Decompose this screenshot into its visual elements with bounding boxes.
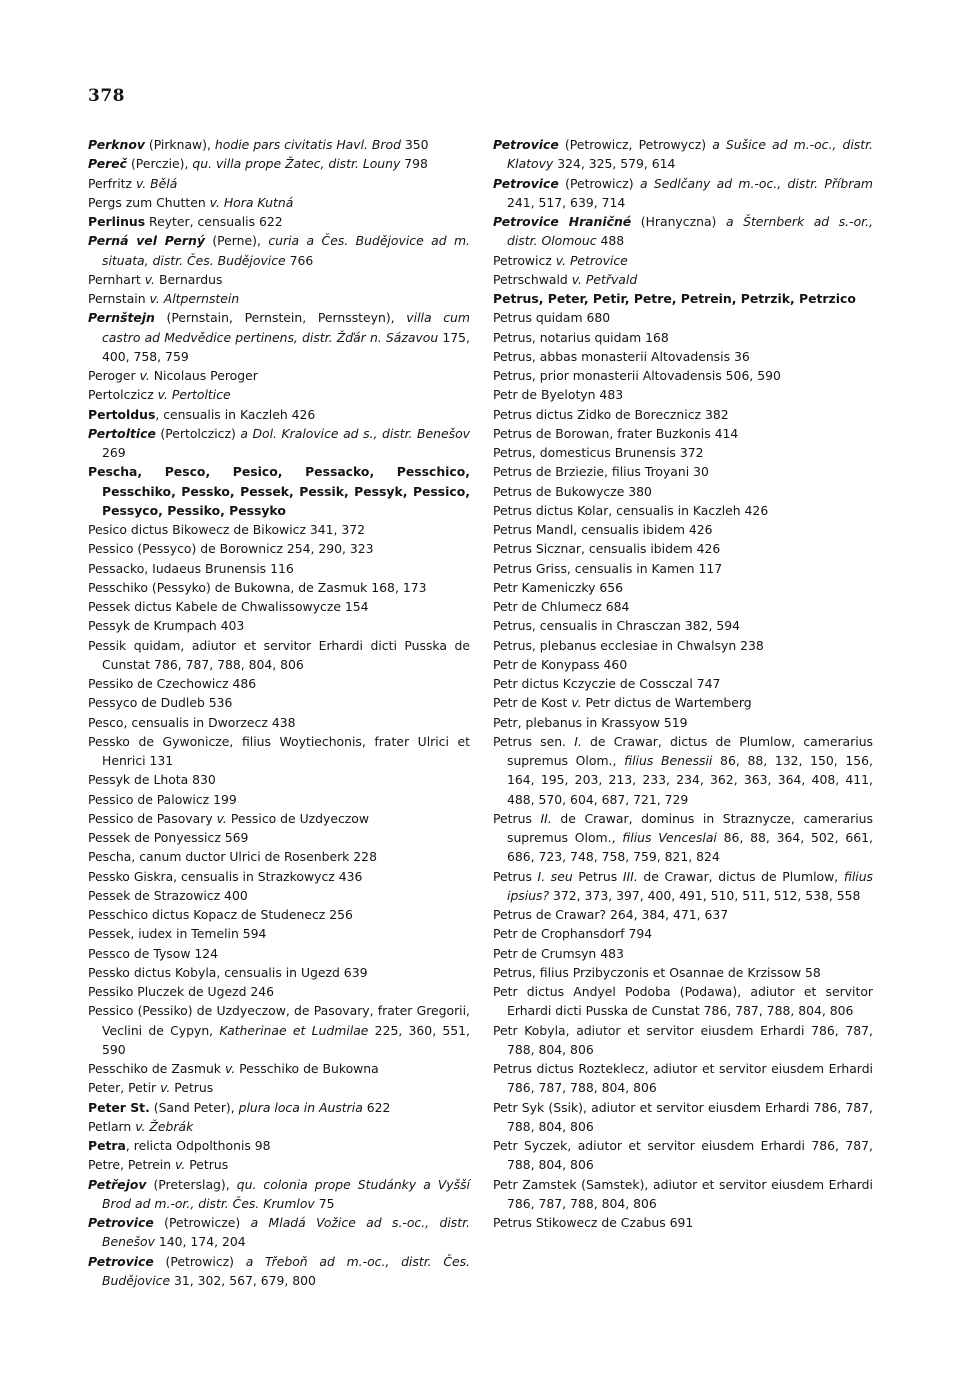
index-entry-text: Pessyk de Krumpach 403 <box>88 618 245 634</box>
index-entry-text: a Sedlčany ad m.-oc., distr. Příbram <box>639 175 874 191</box>
index-entry-text: 372, 373, 397, 400, 491, 510, 511, 512, 538, 558 <box>549 887 861 903</box>
index-entry-text: Petr de Chlumecz 684 <box>493 599 630 614</box>
index-entry <box>88 770 470 789</box>
index-entry <box>88 231 470 270</box>
index-entry-text: Petrus, filius Przibyczonis et Osannae de Krzissow 58 <box>493 964 821 980</box>
index-entry-text: Pessco de Tysow 124 <box>88 945 219 961</box>
index-entry-text: Petrus Griss, censualis in Kamen 117 <box>493 560 723 576</box>
index-entry <box>493 867 873 906</box>
index-entry <box>88 308 470 366</box>
index-entry <box>88 1175 470 1214</box>
index-entry-text: Petr dictus de Wartemberg <box>581 695 752 711</box>
index-entry <box>88 578 470 597</box>
index-entry-text: Pessico de Pasovary <box>88 810 217 826</box>
index-entry-text: Petrus de Borowan, frater Buzkonis 414 <box>493 425 739 441</box>
index-entry <box>88 1001 470 1059</box>
index-entry-text: Petrovice Hraničné <box>493 214 632 229</box>
index-entry <box>493 636 873 655</box>
index-entry-text: 269 <box>102 445 126 460</box>
index-entry <box>493 559 873 578</box>
index-entry-text: Pessek de Strazowicz 400 <box>88 887 248 903</box>
index-entry-text: Peroger <box>88 368 140 383</box>
index-entry-text: Peter, Petir <box>88 1080 161 1096</box>
index-entry-text: Petr de Kost <box>493 695 572 711</box>
index-entry <box>493 963 873 982</box>
index-entry <box>493 1059 873 1098</box>
index-entry-text: a Třeboň ad m.-oc., distr. Čes. Budějovice <box>102 1253 470 1288</box>
index-entry-text: Petr de Crumsyn 483 <box>493 945 624 961</box>
index-entry-text: 31, 302, 567, 679, 800 <box>170 1272 316 1288</box>
index-entry <box>493 308 873 327</box>
index-entry-text: (Hranyczna) <box>631 214 726 229</box>
index-entry <box>88 636 470 675</box>
index-entry-text: Petrus, abbas monasterii Altovadensis 36 <box>493 348 750 364</box>
index-entry-text: Pergs zum Chutten <box>88 194 210 210</box>
index-entry <box>88 462 470 520</box>
index-entry-text: a Dol. Kralovice ad s., distr. Benešov <box>240 425 470 441</box>
index-entry-text: 86, 88, 364, 502, 661, 686, 723, 748, 758, 759, 821, 824 <box>507 830 873 865</box>
index-entry-text: (Petrowicz) <box>153 1253 246 1269</box>
index-entry-text: Petrus dictus Rozteklecz, adiutor et servitor eiusdem Erhardi 786, 787, 788, 804, 806 <box>493 1061 873 1096</box>
index-entry <box>493 732 873 809</box>
index-entry-text: Petr Syk (Ssik), adiutor et servitor eiusdem Erhardi 786, 787, 788, 804, 806 <box>493 1099 873 1134</box>
index-entry <box>88 366 470 385</box>
index-entry <box>88 154 470 173</box>
index-entry-text: Pessiko de Czechowicz 486 <box>88 676 257 691</box>
index-entry-text: curia a Čes. Budějovice ad m. situata, distr. Čes. Budějovice <box>102 233 470 268</box>
index-entry <box>88 963 470 982</box>
index-entry <box>493 693 873 712</box>
index-entry-text: Petrschwald <box>493 271 572 287</box>
index-entry-text: Petrus sen. <box>493 733 575 749</box>
index-entry-text: Petr dictus Andyel Podoba (Podawa), adiutor et servitor Erhardi dicti Pusska de Cunstat 786, 787, 788, 804, 806 <box>493 984 873 1019</box>
index-entry-text: Petr de Crophansdorf 794 <box>493 926 653 942</box>
index-entry-text: qu. villa prope Žatec, distr. Louny <box>192 156 401 172</box>
index-entry <box>493 328 873 347</box>
index-entry <box>493 809 873 867</box>
index-entry-text: Perfritz <box>88 175 136 191</box>
index-entry-text: I. seu <box>537 868 573 884</box>
index-entry-text: de Crawar, dominus in Straznycze, camerarius supremus Olom., <box>507 810 873 845</box>
index-entry <box>88 616 470 635</box>
index-entry-text: Petrus Mandl, censualis ibidem 426 <box>493 522 713 537</box>
index-entry-text: (Petrowicz, Petrowycz) <box>558 137 713 152</box>
index-entry <box>88 693 470 712</box>
index-entry-text: Pessko de Gywonicze, filius Woytiechonis, frater Ulrici et Henrici 131 <box>88 733 470 768</box>
index-entry <box>88 828 470 847</box>
index-entry-text: 86, 88, 132, 150, 156, 164, 195, 203, 213, 233, 234, 362, 363, 364, 408, 411, 488, 570, 604, 687, 721, 729 <box>507 753 873 807</box>
index-entry <box>88 193 470 212</box>
index-entry-text: Petrus Sicznar, censualis ibidem 426 <box>493 541 721 557</box>
index-entry <box>88 886 470 905</box>
index-entry <box>88 674 470 693</box>
index-entry-text: v. <box>144 271 155 287</box>
index-entry-text: v. Žebrák <box>135 1118 194 1134</box>
index-entry-text: 324, 325, 579, 614 <box>553 156 676 172</box>
index-entry-text: Pessik quidam, adiutor et servitor Erhardi dicti Pusska de Cunstat 786, 787, 788, 804, 806 <box>88 637 470 672</box>
index-entry <box>88 905 470 924</box>
index-entry-text: Pessacko, Iudaeus Brunensis 116 <box>88 560 294 576</box>
index-entry <box>88 212 470 231</box>
index-entry-text: filius Venceslai <box>622 830 717 845</box>
index-entry-text: v. <box>160 1080 171 1096</box>
index-entry-text: II. <box>540 810 552 826</box>
index-entry <box>493 597 873 616</box>
index-entry-text: 225, 360, 551, 590 <box>102 1022 470 1057</box>
page-number: 378 <box>88 86 125 106</box>
index-entry-text: Pesschiko de Zasmuk <box>88 1061 225 1076</box>
index-entry <box>88 270 470 289</box>
index-entry <box>88 944 470 963</box>
index-entry-text: Petr dictus Kczyczie de Cossczal 747 <box>493 676 721 691</box>
index-entry <box>493 1021 873 1060</box>
index-entry-text: Petrus, domesticus Brunensis 372 <box>493 445 704 460</box>
index-entry-text: Petrovice <box>88 1253 154 1269</box>
index-entry-text: Pesschiko (Pessyko) de Bukowna, de Zasmuk 168, 173 <box>88 579 427 595</box>
index-entry-text: 798 <box>400 156 428 172</box>
index-entry <box>88 847 470 866</box>
index-entry-text: 488 <box>596 233 625 249</box>
index-entry-text: (Petrowicz) <box>558 175 640 191</box>
index-entry-text: Petr de Konypass 460 <box>493 656 628 672</box>
index-entry-text: Pessko Giskra, censualis in Strazkowycz 436 <box>88 868 363 884</box>
index-entry <box>493 905 873 924</box>
index-entry <box>88 289 470 308</box>
index-entry-text: (Pirknaw), <box>144 137 215 152</box>
index-column-left <box>88 135 470 1290</box>
index-entry <box>493 347 873 366</box>
index-entry <box>493 424 873 443</box>
index-entry-text: a Šternberk ad s.-or., distr. Olomouc <box>507 214 873 249</box>
index-entry-text: (Perne), <box>204 233 269 249</box>
index-entry-text: v. Altpernstein <box>149 291 240 306</box>
index-entry-text: v. Pertoltice <box>157 387 231 403</box>
index-entry <box>88 559 470 578</box>
index-entry-text: Pertolczicz <box>88 387 158 403</box>
index-entry-text: Pesco, censualis in Dworzecz 438 <box>88 714 296 730</box>
index-entry <box>493 270 873 289</box>
index-entry-text: v. <box>216 810 227 826</box>
index-entry-text: (Perczie), <box>127 156 193 172</box>
index-entry-text: Petrovice <box>493 175 559 191</box>
index-entry-text: Perknov <box>88 137 145 152</box>
index-entry-text: (Petrowicze) <box>153 1215 251 1230</box>
index-entry-text: v. <box>571 695 582 711</box>
index-entry-text: Pessico (Pessiko) de Uzdyeczow, de Pasovary, frater Gregorii, Veclini de Cypyn, <box>88 1003 470 1038</box>
index-entry-text: Pessyk de Lhota 830 <box>88 772 216 788</box>
index-entry-text: III. <box>622 868 638 884</box>
index-entry-text: Peter St. <box>88 1099 150 1115</box>
index-entry-text: Petrus dictus Kolar, censualis in Kaczleh 426 <box>493 502 769 518</box>
index-entry <box>493 713 873 732</box>
index-entry-text: (Pertolczicz) <box>155 425 241 441</box>
index-entry-text: a Sušice ad m.-oc., distr. Klatovy <box>507 137 873 172</box>
index-entry-text: Petrus <box>493 810 541 826</box>
index-entry-text: (Preterslag), <box>146 1176 237 1192</box>
index-column-right <box>493 135 873 1232</box>
index-entry-text: Petr Kobyla, adiutor et servitor eiusdem Erhardi 786, 787, 788, 804, 806 <box>493 1022 873 1057</box>
index-entry-text: Pessiko Pluczek de Ugezd 246 <box>88 984 275 999</box>
index-entry-text: Petrovice <box>88 1215 154 1230</box>
index-entry-text: Pescha, Pesco, Pesico, Pessacko, Pesschico, Pesschiko, Pessko, Pessek, Pessik, Pessyk, Pessico, Pessyco, Pessiko, Pessyko <box>88 464 470 518</box>
index-entry <box>88 424 470 463</box>
index-entry-text: plura loca in Austria <box>238 1099 363 1115</box>
index-entry-text: Petrovice <box>493 137 559 152</box>
index-entry-text: Nicolaus Peroger <box>149 368 258 383</box>
index-entry <box>88 539 470 558</box>
index-entry-text: 75 <box>314 1195 335 1211</box>
index-entry-text: Pessko dictus Kobyla, censualis in Ugezd 639 <box>88 964 368 980</box>
index-entry-text: Petra <box>88 1138 126 1153</box>
index-entry <box>493 944 873 963</box>
index-entry <box>493 174 873 213</box>
index-entry-text: Petr de Byelotyn 483 <box>493 387 624 403</box>
index-entry <box>493 289 873 308</box>
index-entry <box>88 1136 470 1155</box>
index-entry-text: hodie pars civitatis Havl. Brod <box>214 137 401 152</box>
index-entry <box>88 809 470 828</box>
index-entry-text: a Mladá Vožice ad s.-oc., distr. Benešov <box>102 1215 470 1250</box>
index-entry-text: Petrus, plebanus ecclesiae in Chwalsyn 238 <box>493 637 764 653</box>
index-entry-text: Perlinus <box>88 214 146 229</box>
index-entry-text: Pesschico dictus Kopacz de Studenecz 256 <box>88 907 353 922</box>
index-entry-text: Petrus de Crawar? 264, 384, 471, 637 <box>493 907 729 922</box>
index-entry <box>88 385 470 404</box>
index-entry <box>493 405 873 424</box>
index-entry <box>493 212 873 251</box>
index-entry <box>88 732 470 771</box>
index-entry-text: Petrus de Brziezie, filius Troyani 30 <box>493 464 709 480</box>
index-entry <box>493 443 873 462</box>
index-entry <box>493 501 873 520</box>
index-entry <box>493 1175 873 1214</box>
index-entry-text: Petrus, Peter, Petir, Petre, Petrein, Petrzik, Petrzico <box>493 291 856 306</box>
index-entry-text: v. <box>175 1157 186 1173</box>
index-entry <box>88 713 470 732</box>
index-entry <box>88 1213 470 1252</box>
index-entry <box>493 1213 873 1232</box>
index-entry <box>493 366 873 385</box>
index-entry <box>493 982 873 1021</box>
index-entry <box>493 135 873 174</box>
index-entry <box>493 616 873 635</box>
index-entry-text: Pescha, canum ductor Ulrici de Rosenberk 228 <box>88 849 377 865</box>
index-entry <box>88 1059 470 1078</box>
index-entry-text: Perná vel Perný <box>88 233 205 249</box>
index-entry-text: Petřejov <box>88 1176 147 1192</box>
index-entry-text: Petrus <box>493 868 538 884</box>
index-entry <box>493 924 873 943</box>
index-entry-text: v. <box>139 368 150 383</box>
index-entry-text: Petrowicz <box>493 252 556 268</box>
index-entry-text: Pernštejn <box>88 310 155 326</box>
index-entry-text: Petrus de Bukowycze 380 <box>493 483 652 499</box>
index-entry-text: 241, 517, 639, 714 <box>507 194 626 210</box>
index-entry-text: Pertoldus <box>88 406 156 422</box>
index-entry-text: (Pernstain, Pernstein, Pernssteyn), <box>154 310 407 326</box>
index-entry-text: Petr Syczek, adiutor et servitor eiusdem Erhardi 786, 787, 788, 804, 806 <box>493 1138 873 1173</box>
index-entry-text: v. <box>224 1061 236 1076</box>
index-entry <box>88 1078 470 1097</box>
index-entry <box>88 1252 470 1291</box>
index-entry <box>88 867 470 886</box>
index-entry-text: Petrus quidam 680 <box>493 310 611 326</box>
index-entry-text: 175, 400, 758, 759 <box>102 329 470 364</box>
index-entry-text: v. Bělá <box>135 175 178 191</box>
index-entry-text: 622 <box>362 1099 391 1115</box>
index-entry-text: Pessico (Pessyco) de Borownicz 254, 290, 323 <box>88 541 374 557</box>
index-entry-text: 350 <box>400 137 429 152</box>
index-entry <box>493 385 873 404</box>
index-entry <box>88 520 470 539</box>
index-entry-text: Pertoltice <box>88 425 156 441</box>
index-entry-text: Petrus dictus Zidko de Borecznicz 382 <box>493 406 729 422</box>
index-entry <box>88 1117 470 1136</box>
index-entry-text: Pernstain <box>88 291 150 306</box>
index-entry-text: Pernhart <box>88 271 145 287</box>
index-entry-text: Petrus <box>185 1157 229 1173</box>
index-entry-text: Petrus, censualis in Chrasczan 382, 594 <box>493 618 741 634</box>
index-entry-text: Pessek, iudex in Temelin 594 <box>88 926 267 942</box>
index-entry <box>88 1155 470 1174</box>
index-entry <box>493 482 873 501</box>
index-entry-text: v. Hora Kutná <box>209 194 294 210</box>
index-entry <box>88 405 470 424</box>
index-entry <box>493 520 873 539</box>
index-entry-text: Pessico de Uzdyeczow <box>226 810 370 826</box>
index-entry-text: de Crawar, dictus de Plumlow, <box>637 868 844 884</box>
index-entry-text: Petrus <box>572 868 623 884</box>
index-entry-text: qu. colonia prope Studánky a Vyšší Brod ad m.-or., distr. Čes. Krumlov <box>102 1176 470 1211</box>
index-entry-text: Bernardus <box>155 271 223 287</box>
index-entry <box>88 135 470 154</box>
index-entry-text: , censualis in Kaczleh 426 <box>155 406 316 422</box>
index-entry-text: 140, 174, 204 <box>154 1234 246 1250</box>
index-entry-text: 766 <box>285 252 314 268</box>
index-entry-text: filius ipsius? <box>507 868 874 903</box>
index-entry-text: filius Benessii <box>624 753 713 768</box>
index-entry-text: Pessek de Ponyessicz 569 <box>88 830 249 845</box>
index-entry-text: v. Petrovice <box>555 252 628 268</box>
index-entry-text: de Crawar, dictus de Plumlow, camerarius supremus Olom., <box>507 733 873 768</box>
index-entry <box>88 597 470 616</box>
index-entry <box>493 674 873 693</box>
index-entry-text: Petrus, notarius quidam 168 <box>493 329 669 345</box>
index-entry <box>88 982 470 1001</box>
index-entry-text: Petre, Petrein <box>88 1157 176 1173</box>
index-entry-text: Katherinae et Ludmilae <box>219 1022 369 1038</box>
index-entry-text: Petrus, prior monasterii Altovadensis 506, 590 <box>493 368 781 383</box>
index-entry-text: villa cum castro ad Medvědice pertinens, distr. Žďár n. Sázavou <box>102 310 470 345</box>
index-entry <box>493 1098 873 1137</box>
index-entry <box>493 251 873 270</box>
index-entry-text: Petrus <box>170 1080 214 1096</box>
index-entry-text: Petr, plebanus in Krassyow 519 <box>493 714 688 730</box>
index-entry-text: Pessek dictus Kabele de Chwalissowycze 154 <box>88 599 369 614</box>
index-entry-text: (Sand Peter), <box>149 1099 239 1115</box>
index-entry <box>88 174 470 193</box>
index-entry-text: I. <box>574 733 582 749</box>
index-entry-text: Pesico dictus Bikowecz de Bikowicz 341, 372 <box>88 522 366 537</box>
index-entry <box>493 655 873 674</box>
index-entry-text: , relicta Odpolthonis 98 <box>125 1138 271 1153</box>
index-entry <box>493 539 873 558</box>
index-entry-text: v. Petřvald <box>571 271 638 287</box>
index-entry <box>88 924 470 943</box>
index-entry-text: Pessico de Palowicz 199 <box>88 791 237 807</box>
index-entry <box>493 462 873 481</box>
index-entry <box>88 790 470 809</box>
index-entry-text: Pessyco de Dudleb 536 <box>88 695 233 711</box>
index-entry-text: Petr Kameniczky 656 <box>493 579 624 595</box>
index-entry-text: Pesschiko de Bukowna <box>235 1061 379 1076</box>
index-entry <box>493 578 873 597</box>
index-entry-text: Petr Zamstek (Samstek), adiutor et servitor eiusdem Erhardi 786, 787, 788, 804, 806 <box>493 1176 873 1211</box>
index-entry-text: Pereč <box>88 156 128 172</box>
index-entry-text: Petlarn <box>88 1118 136 1134</box>
index-entry <box>493 1136 873 1175</box>
index-entry-text: Petrus Stikowecz de Czabus 691 <box>493 1215 694 1230</box>
index-entry <box>88 1098 470 1117</box>
index-entry-text: Reyter, censualis 622 <box>145 214 283 229</box>
